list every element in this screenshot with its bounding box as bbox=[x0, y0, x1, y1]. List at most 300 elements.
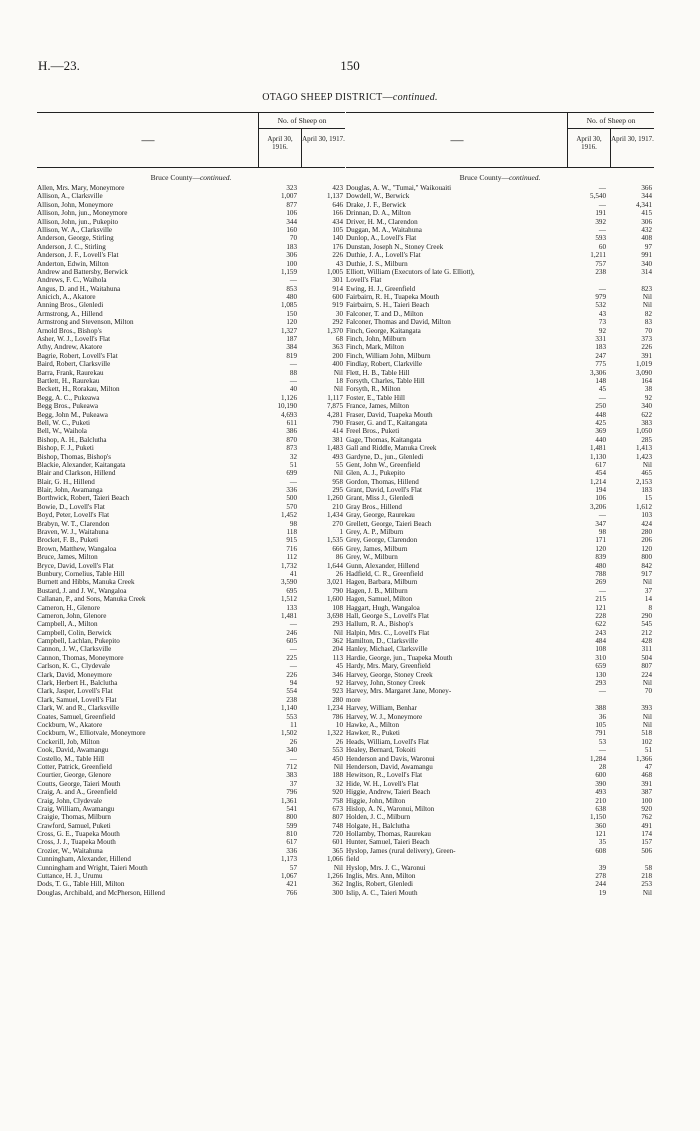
owner-name: field bbox=[346, 855, 359, 864]
owner-name: Finch, William John, Milburn bbox=[346, 351, 431, 360]
table-row bbox=[346, 738, 654, 746]
owner-name: Courtier, George, Glenore bbox=[37, 771, 112, 780]
owner-name: Harvey, John, Stoney Creek bbox=[346, 679, 426, 688]
rows bbox=[37, 184, 345, 897]
owner-name: Allen, Mrs. Mary, Moneymore bbox=[37, 184, 125, 192]
table-row bbox=[37, 486, 345, 494]
table-row bbox=[346, 545, 654, 553]
owner-name: Hagen, Samuel, Milton bbox=[346, 595, 413, 604]
sheep-1917: 423 bbox=[332, 184, 343, 192]
table-row bbox=[346, 260, 654, 268]
sheep-1917: 3,090 bbox=[636, 368, 652, 377]
sheep-1917: 32 bbox=[335, 779, 343, 788]
header-dash: — bbox=[450, 132, 464, 147]
sheep-1916: 493 bbox=[595, 788, 606, 797]
table-row bbox=[37, 301, 345, 309]
sheep-1917: 183 bbox=[641, 486, 652, 495]
owner-name: Clark, Jasper, Lovell's Flat bbox=[37, 687, 113, 696]
table-row bbox=[37, 318, 345, 326]
sheep-1917: 280 bbox=[641, 528, 652, 537]
owner-name: Fraser, G. and T., Kaitangata bbox=[346, 418, 428, 427]
sheep-1917: 786 bbox=[332, 712, 343, 721]
sheep-1916: 19 bbox=[598, 888, 606, 897]
sheep-1916: — bbox=[289, 662, 297, 671]
table-row bbox=[37, 587, 345, 595]
sheep-1917: 468 bbox=[641, 771, 652, 780]
sheep-1917: 1,370 bbox=[327, 326, 343, 335]
table-row bbox=[37, 704, 345, 712]
sheep-1917: 97 bbox=[644, 242, 652, 251]
sheep-1917: 807 bbox=[641, 662, 652, 671]
table-row bbox=[37, 335, 345, 343]
sheep-1916: 1,211 bbox=[590, 251, 606, 260]
owner-name: Coates, Samuel, Greenfield bbox=[37, 712, 116, 721]
sheep-1917: 200 bbox=[332, 351, 343, 360]
table-row bbox=[346, 503, 654, 511]
sheep-1916: 336 bbox=[286, 846, 297, 855]
sheep-1916: 796 bbox=[286, 788, 297, 797]
owner-name: Anderson, J. C., Stirling bbox=[37, 242, 106, 251]
table-row bbox=[37, 612, 345, 620]
sheep-1917: 919 bbox=[332, 301, 343, 310]
sheep-1917: 434 bbox=[332, 217, 343, 226]
sheep-1917: 365 bbox=[332, 846, 343, 855]
sheep-1916: 593 bbox=[595, 234, 606, 243]
sheep-1916: 36 bbox=[598, 712, 606, 721]
owner-name: Anderton, Edwin, Milton bbox=[37, 259, 109, 268]
owner-name: Cunningham and Wright, Taieri Mouth bbox=[37, 863, 148, 872]
owner-name: Callanan, P., and Sons, Manuka Creek bbox=[37, 595, 146, 604]
table-row bbox=[37, 729, 345, 737]
sheep-1917: 400 bbox=[332, 360, 343, 369]
owner-name: Cockburn, W., Akatore bbox=[37, 721, 103, 729]
table-row bbox=[346, 629, 654, 637]
table-row bbox=[346, 830, 654, 838]
sheep-1917: 176 bbox=[332, 242, 343, 251]
sheep-1917: 383 bbox=[641, 418, 652, 427]
sheep-1917: 92 bbox=[335, 679, 343, 688]
owner-name: Campbell, A., Milton bbox=[37, 620, 98, 629]
table-row bbox=[37, 797, 345, 805]
owner-name: Borthwick, Robert, Taieri Beach bbox=[37, 494, 130, 503]
table-row bbox=[346, 637, 654, 645]
table-row bbox=[346, 687, 654, 695]
table-row bbox=[346, 461, 654, 469]
left-table bbox=[37, 112, 345, 1131]
owner-name: Grant, Miss J., Glenledi bbox=[346, 494, 414, 503]
owner-name: Arnold Bros., Bishop's bbox=[37, 326, 102, 335]
owner-name: Holden, J. C., Milburn bbox=[346, 813, 411, 822]
sheep-1916: 1,361 bbox=[281, 796, 297, 805]
sheep-1917: 26 bbox=[335, 569, 343, 578]
table-row bbox=[346, 486, 654, 494]
owner-name: Bishop, F. J., Puketi bbox=[37, 444, 94, 453]
owner-name: Hewitson, R., Lovell's Flat bbox=[346, 771, 423, 780]
sheep-1917: 51 bbox=[644, 746, 652, 755]
sheep-1917: 1,005 bbox=[327, 267, 343, 276]
sheep-1917: 37 bbox=[644, 586, 652, 595]
sheep-1916: 390 bbox=[595, 779, 606, 788]
table-row bbox=[346, 268, 654, 276]
table-row bbox=[346, 469, 654, 477]
sheep-1917: 1,600 bbox=[327, 595, 343, 604]
table-row bbox=[37, 402, 345, 410]
owner-name: Falconer, T. and D., Milton bbox=[346, 309, 424, 318]
sheep-1917: 68 bbox=[335, 335, 343, 344]
sheep-1916: 712 bbox=[286, 762, 297, 771]
sheep-1917: 920 bbox=[332, 788, 343, 797]
owner-name: Bustard, J. and J. W., Wangaloa bbox=[37, 586, 127, 595]
owner-name: Falconer, Thomas and David, Milton bbox=[346, 318, 451, 327]
sheep-1917: 280 bbox=[332, 695, 343, 704]
table-row bbox=[346, 226, 654, 234]
sheep-1917: Nil bbox=[642, 888, 652, 897]
sheep-1916: — bbox=[598, 184, 606, 192]
sheep-1917: 311 bbox=[641, 645, 652, 654]
owner-name: Bunbury, Cornelius, Table Hill bbox=[37, 569, 125, 578]
sheep-1917: 92 bbox=[644, 393, 652, 402]
owner-name: Fraser, David, Tuapeka Mouth bbox=[346, 410, 433, 419]
owner-name: Bell, W., Waihola bbox=[37, 427, 87, 436]
sheep-1917: 600 bbox=[332, 293, 343, 302]
rows bbox=[346, 184, 654, 897]
table-row bbox=[346, 696, 654, 704]
table-row bbox=[37, 830, 345, 838]
table-row bbox=[346, 780, 654, 788]
sheep-1916: 605 bbox=[286, 637, 297, 646]
table-row bbox=[346, 293, 654, 301]
table-row bbox=[346, 377, 654, 385]
owner-name: Anicich, A., Akatore bbox=[37, 293, 96, 302]
owner-name: Duggan, M. A., Waitahuna bbox=[346, 225, 422, 234]
sheep-1917: 428 bbox=[641, 637, 652, 646]
header-col-1916: April 30, 1916. bbox=[259, 129, 302, 167]
sheep-1916: 622 bbox=[595, 620, 606, 629]
table-row bbox=[37, 377, 345, 385]
header-col-1917: April 30, 1917. bbox=[611, 135, 654, 143]
sheep-1916: 39 bbox=[598, 863, 606, 872]
sheep-1917: 270 bbox=[332, 519, 343, 528]
table-row bbox=[37, 654, 345, 662]
sheep-1916: 183 bbox=[286, 242, 297, 251]
table-row bbox=[37, 545, 345, 553]
table-row bbox=[346, 671, 654, 679]
header-dash: — bbox=[141, 132, 155, 147]
sheep-1916: 73 bbox=[598, 318, 606, 327]
sheep-1917: 58 bbox=[644, 863, 652, 872]
sheep-1916: 40 bbox=[289, 385, 297, 394]
owner-name: Cannon, Thomas, Moneymore bbox=[37, 653, 124, 662]
table-row bbox=[346, 352, 654, 360]
sheep-1917: 491 bbox=[641, 821, 652, 830]
sheep-1917: 1,413 bbox=[636, 444, 652, 453]
sheep-1917: 301 bbox=[332, 276, 343, 285]
owner-name: Begg, John M., Pukeawa bbox=[37, 410, 108, 419]
sheep-1916: 1,284 bbox=[590, 754, 606, 763]
sheep-1917: 43 bbox=[335, 259, 343, 268]
table-row bbox=[346, 343, 654, 351]
table-row bbox=[346, 478, 654, 486]
table-row bbox=[346, 251, 654, 259]
owner-name: Gray, George, Raurekau bbox=[346, 511, 415, 520]
owner-name: Cuttance, H. J., Urumu bbox=[37, 872, 103, 881]
sheep-1916: 386 bbox=[286, 427, 297, 436]
table-row bbox=[346, 276, 654, 284]
sheep-1917: 504 bbox=[641, 653, 652, 662]
owner-name: Hardy, Mrs. Mary, Greenfield bbox=[346, 662, 431, 671]
table-header bbox=[37, 112, 345, 168]
table-row bbox=[346, 184, 654, 192]
table-row bbox=[346, 318, 654, 326]
table-row bbox=[37, 629, 345, 637]
table-body bbox=[346, 171, 654, 1131]
sheep-1916: 3,590 bbox=[281, 578, 297, 587]
owner-name: Gage, Thomas, Kaitangata bbox=[346, 435, 422, 444]
sheep-1916: — bbox=[598, 586, 606, 595]
header-col-1917: April 30, 1917. bbox=[302, 135, 345, 143]
owner-name: Begg Bros., Pukeawa bbox=[37, 402, 99, 411]
sheep-1916: 347 bbox=[595, 519, 606, 528]
sheep-1917: 432 bbox=[641, 225, 652, 234]
sheep-1916: 915 bbox=[286, 536, 297, 545]
owner-name: Boyd, Peter, Lovell's Flat bbox=[37, 511, 110, 520]
sheep-1917: 493 bbox=[332, 452, 343, 461]
sheep-1916: 360 bbox=[595, 821, 606, 830]
sheep-1917: 991 bbox=[641, 251, 652, 260]
sheep-1917: 300 bbox=[332, 888, 343, 897]
sheep-1917: 545 bbox=[641, 620, 652, 629]
owner-name: Brown, Matthew, Wangaloa bbox=[37, 544, 117, 553]
owner-name: Craig, A. and A., Greenfield bbox=[37, 788, 117, 797]
table-row bbox=[37, 889, 345, 897]
running-header bbox=[38, 58, 662, 76]
table-row bbox=[346, 662, 654, 670]
table-row bbox=[346, 746, 654, 754]
owner-name: Costello, M., Table Hill bbox=[37, 754, 105, 763]
table-row bbox=[346, 645, 654, 653]
sheep-1917: 408 bbox=[641, 234, 652, 243]
sheep-1917: 920 bbox=[641, 804, 652, 813]
sheep-1916: 98 bbox=[598, 528, 606, 537]
owner-name: Carlson, K. C., Clydevale bbox=[37, 662, 111, 671]
table-row bbox=[37, 771, 345, 779]
table-row bbox=[37, 578, 345, 586]
sheep-1917: 748 bbox=[332, 821, 343, 830]
owner-name: Burnett and Hibbs, Manuka Creek bbox=[37, 578, 135, 587]
sheep-1916: 35 bbox=[598, 838, 606, 847]
owner-name: Hagen, J. B., Milburn bbox=[346, 586, 408, 595]
table-row bbox=[346, 402, 654, 410]
sheep-1916: 238 bbox=[595, 267, 606, 276]
table-row bbox=[37, 243, 345, 251]
sheep-1917: 450 bbox=[332, 754, 343, 763]
table-row bbox=[346, 797, 654, 805]
sheep-1917: 100 bbox=[641, 796, 652, 805]
owner-name: Anning Bros., Glenledi bbox=[37, 301, 104, 310]
table-row bbox=[346, 411, 654, 419]
sheep-1917: 86 bbox=[335, 553, 343, 562]
sheep-1916: 810 bbox=[286, 830, 297, 839]
sheep-1917: 506 bbox=[641, 846, 652, 855]
sheep-1916: 133 bbox=[286, 603, 297, 612]
sheep-1917: 391 bbox=[641, 779, 652, 788]
sheep-1916: 611 bbox=[286, 418, 297, 427]
sheep-1916: 480 bbox=[286, 293, 297, 302]
owner-name: Higgie, Andrew, Taieri Beach bbox=[346, 788, 431, 797]
sheep-1916: — bbox=[598, 225, 606, 234]
table-row bbox=[37, 872, 345, 880]
owner-name: Halpin, Mrs. C., Lovell's Flat bbox=[346, 628, 430, 637]
subtitle-continued: continued. bbox=[199, 173, 232, 182]
sheep-1916: 112 bbox=[286, 553, 297, 562]
sheep-1916: 98 bbox=[289, 519, 297, 528]
sheep-1916: 92 bbox=[598, 326, 606, 335]
owner-name: Higgie, John, Milton bbox=[346, 796, 406, 805]
table-row bbox=[37, 679, 345, 687]
sheep-1917: 218 bbox=[641, 872, 652, 881]
sheep-1916: 788 bbox=[595, 569, 606, 578]
table-row bbox=[346, 385, 654, 393]
table-row bbox=[37, 788, 345, 796]
sheep-1917: 4,281 bbox=[327, 410, 343, 419]
owner-name: Athy, Andrew, Akatore bbox=[37, 343, 103, 352]
table-row bbox=[37, 251, 345, 259]
table-row bbox=[37, 553, 345, 561]
table-row bbox=[37, 411, 345, 419]
header-group-label: No. of Sheep on bbox=[568, 113, 654, 129]
table-row bbox=[346, 570, 654, 578]
owner-name: Blair and Clarkson, Hillend bbox=[37, 469, 116, 478]
owner-name: Allison, John, jun., Moneymore bbox=[37, 209, 128, 218]
owner-name: Baird, Robert, Clarksville bbox=[37, 360, 111, 369]
sheep-1916: 238 bbox=[286, 695, 297, 704]
table-row bbox=[37, 780, 345, 788]
sheep-1916: 194 bbox=[595, 486, 606, 495]
table-row bbox=[346, 528, 654, 536]
sheep-1916: 148 bbox=[595, 376, 606, 385]
table-row bbox=[37, 604, 345, 612]
owner-name: Craigie, Thomas, Milburn bbox=[37, 813, 111, 822]
table-row bbox=[346, 511, 654, 519]
owner-name: Armstrong and Stevenson, Milton bbox=[37, 318, 134, 327]
table-row bbox=[37, 687, 345, 695]
table-header bbox=[346, 112, 654, 168]
owner-name: Flett, H. B., Table Hill bbox=[346, 368, 410, 377]
owner-name: Hawker, R., Puketi bbox=[346, 729, 400, 738]
owner-name: Brocket, F. B., Puketi bbox=[37, 536, 99, 545]
sheep-1917: 1,644 bbox=[327, 561, 343, 570]
sheep-1917: Nil bbox=[333, 368, 343, 377]
table-row bbox=[346, 595, 654, 603]
owner-name: Ewing, H. J., Greenfield bbox=[346, 284, 416, 293]
owner-name: Cockerill, Job, Milton bbox=[37, 737, 100, 746]
table-row bbox=[37, 453, 345, 461]
table-row bbox=[346, 604, 654, 612]
table-row bbox=[37, 864, 345, 872]
sheep-1917: 842 bbox=[641, 561, 652, 570]
title-continued: continued. bbox=[392, 92, 438, 103]
sheep-1916: 480 bbox=[595, 561, 606, 570]
sheep-1917: 14 bbox=[644, 595, 652, 604]
sheep-1917: 373 bbox=[641, 335, 652, 344]
table-row bbox=[37, 234, 345, 242]
owner-name: Drake, J. F., Berwick bbox=[346, 200, 406, 209]
table-row bbox=[37, 218, 345, 226]
table-row bbox=[346, 822, 654, 830]
table-row bbox=[346, 838, 654, 846]
owner-name: Inglis, Robert, Glenledi bbox=[346, 880, 413, 889]
table-row bbox=[37, 880, 345, 888]
sheep-1916: 553 bbox=[286, 712, 297, 721]
owner-name: Freel Bros., Puketi bbox=[346, 427, 400, 436]
sheep-1917: 646 bbox=[332, 200, 343, 209]
table-row bbox=[346, 285, 654, 293]
table-row bbox=[346, 578, 654, 586]
sheep-1916: 532 bbox=[595, 301, 606, 310]
owner-name: Grellett, George, Taieri Beach bbox=[346, 519, 432, 528]
sheep-1917: 800 bbox=[641, 553, 652, 562]
sheep-1917: 164 bbox=[641, 376, 652, 385]
sheep-1916: 3,206 bbox=[590, 502, 606, 511]
owner-name: Duthie, J. A., Lovell's Flat bbox=[346, 251, 421, 260]
sheep-1916: 293 bbox=[595, 679, 606, 688]
table-row bbox=[37, 511, 345, 519]
sheep-1916: — bbox=[289, 754, 297, 763]
sheep-1916: 554 bbox=[286, 687, 297, 696]
sheep-1917: Nil bbox=[333, 762, 343, 771]
sheep-1916: 187 bbox=[286, 335, 297, 344]
owner-name: Hadfield, C. R., Greenfield bbox=[346, 569, 424, 578]
sheep-1917: Nil bbox=[333, 628, 343, 637]
sheep-1916: 440 bbox=[595, 435, 606, 444]
table-row bbox=[37, 595, 345, 603]
sheep-1916: 160 bbox=[286, 225, 297, 234]
owner-name: Inglis, Mrs. Ann, Milton bbox=[346, 872, 416, 881]
owner-name: Armstrong, A., Hillend bbox=[37, 309, 103, 318]
owner-name: Bruce, James, Milton bbox=[37, 553, 98, 562]
table-row bbox=[37, 562, 345, 570]
sheep-1916: 877 bbox=[286, 200, 297, 209]
table-row bbox=[37, 662, 345, 670]
sheep-1916: 226 bbox=[286, 670, 297, 679]
owner-name: Lovell's Flat bbox=[346, 276, 382, 285]
sheep-1916: 105 bbox=[595, 721, 606, 729]
sheep-1917: 1,535 bbox=[327, 536, 343, 545]
sheep-1916: 766 bbox=[286, 888, 297, 897]
table-row bbox=[37, 755, 345, 763]
table-row bbox=[37, 637, 345, 645]
owner-name: Douglas, A. W., "Tumai," Waikouaiti bbox=[346, 184, 452, 192]
sheep-1917: 253 bbox=[641, 880, 652, 889]
table-row bbox=[346, 880, 654, 888]
owner-name: Brabyn, W. T., Clarendon bbox=[37, 519, 110, 528]
section-subtitle bbox=[37, 171, 345, 184]
sheep-1917: 3,021 bbox=[327, 578, 343, 587]
sheep-1916: 278 bbox=[595, 872, 606, 881]
table-row bbox=[37, 268, 345, 276]
sheep-1917: Nil bbox=[642, 460, 652, 469]
owner-name: Cameron, H., Glenore bbox=[37, 603, 100, 612]
table-row bbox=[37, 310, 345, 318]
sheep-1917: 553 bbox=[332, 746, 343, 755]
sheep-1916: 1,085 bbox=[281, 301, 297, 310]
table-row bbox=[346, 494, 654, 502]
table-row bbox=[37, 570, 345, 578]
sheep-1917: 1 bbox=[339, 528, 343, 537]
sheep-1917: Nil bbox=[642, 721, 652, 729]
table-row bbox=[346, 855, 654, 863]
sheep-1917: 344 bbox=[641, 192, 652, 201]
